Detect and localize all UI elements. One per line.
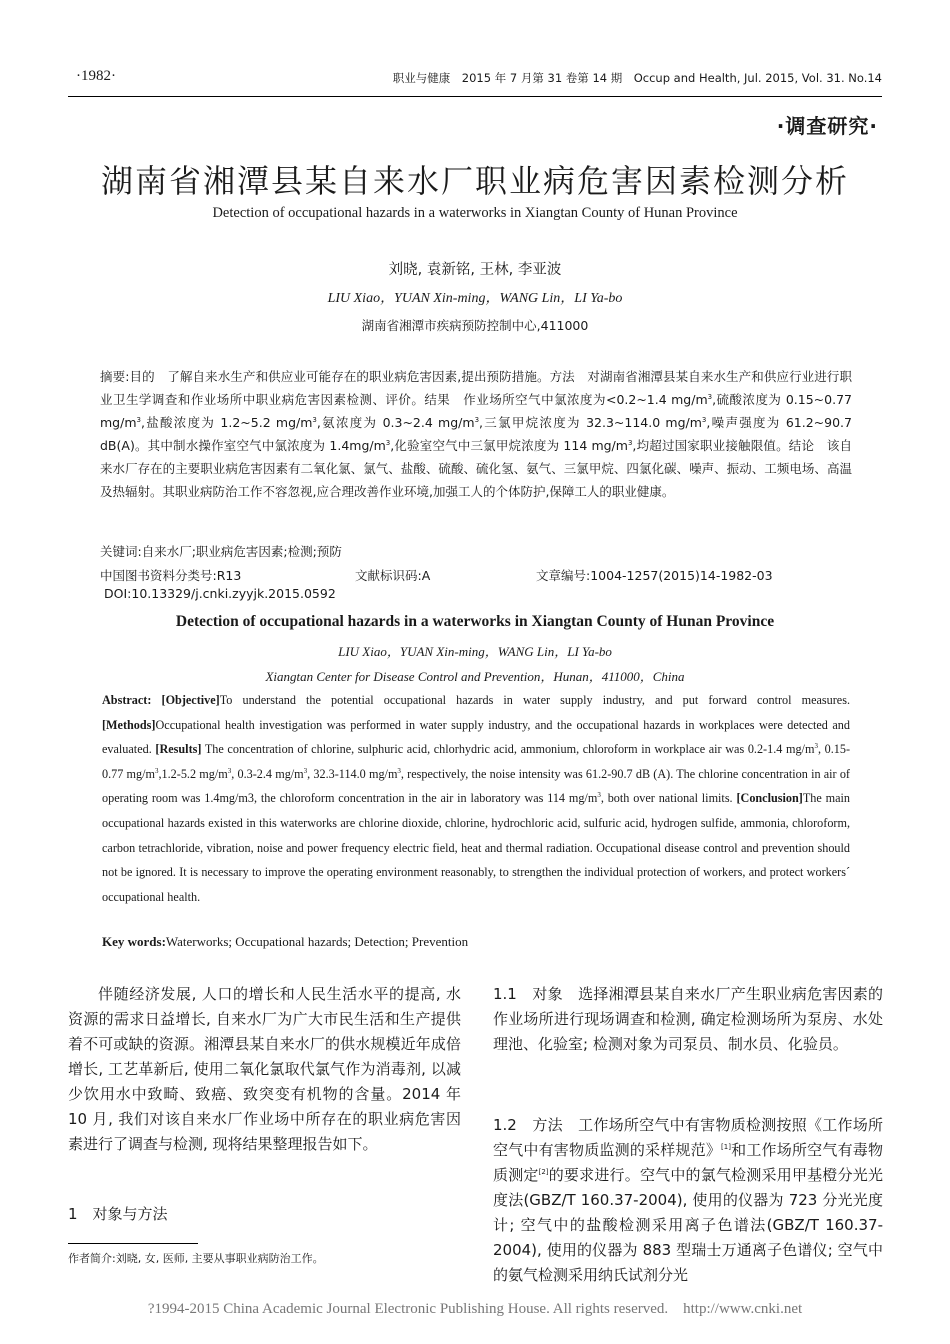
page-number: ·1982· — [76, 68, 116, 84]
title-english: Detection of occupational hazards in a waterworks in Xiangtan County of Hunan Province — [212, 205, 738, 221]
section-label: ·调查研究· — [776, 114, 878, 138]
title-english-secondary: Detection of occupational hazards in a waterworks in Xiangtan County of Hunan Province — [175, 613, 775, 630]
title-chinese: 湖南省湘潭县某自来水厂职业病危害因素检测分析 — [100, 162, 849, 200]
keywords-chinese: 关键词:自来水厂;职业病危害因素;检测;预防 — [100, 544, 342, 559]
abstract-english: Abstract: [Objective]To understand the potential occupational hazards in water supply industry, and put forward control measures.[Methods]Occupational health investigation was performed in water supply industry, and the occupational hazards in workplaces were detected and evaluated. [Results] The concentration of chlorine, sulphuric acid, chlorhydric acid, ammonium, chloroform in workplace air was 0.2-1.4 $mg/m^3$, 0.15-0.77 $mg/m^3,1.2-5.2$ $mg/m^3$, 0.3-2.4 $mg/m^3$, 32.3-114.0 $mg/m^3$, respectively, the noise intensity was 61.2-90.7 dB (A). The chlorine concentration in air of operating room was 1.4mg/m3, the chloroform concentration in the air in laboratory was 114 $mg/m^3$, both over national limits. [Conclusion]The main occupational hazards existed in this waterworks are chlorine dioxide, chlorine, hydrochloric acid, sulfuric acid, hydrogen sulfide, ammonia, chloroform, carbon tetrachloride, vibration, noise and power frequency electric field, heat and thermal radiation. Occupational disease control and prevention should not be ignored. It is necessary to improve the operating environment reasonably, to strengthen the individual protection of workers, and protect workers´ occupational health. — [102, 693, 851, 904]
reference-1[interactable]: [1] — [721, 1143, 731, 1151]
document-code: 文献标识码:A — [355, 568, 431, 583]
running-head: 职业与健康 2015 年 7 月第 31 卷第 14 期 Occup and Health, Jul. 2015, Vol. 31. No.14 — [392, 71, 882, 85]
copyright-notice: ?1994-2015 China Academic Journal Electronic Publishing House. All rights reserved. http://www.cnki.net — [147, 1301, 803, 1317]
affiliation-english: Xiangtan Center for Disease Control and Prevention，Hunan，411000，China — [265, 669, 685, 684]
authors-chinese: 刘晓, 袁新铭, 王林, 李亚波 — [388, 262, 562, 278]
keywords-english: Key words:Waterworks; Occupational hazards; Detection; Prevention — [102, 934, 469, 949]
intro-paragraph: 伴随经济发展, 人口的增长和人民生活水平的提高, 水资源的需求日益增长, 自来水厂为广大市民生活和生产提供着不可或缺的资源。湘潭县某自来水厂的供水规模近年成倍增长, 工艺革新后, 使用二氧化氯取代氯气作为消毒剂, 以减少饮用水中致畸、致癌、致突变有机物的含量。2014 年 10 月, 我们对该自来水厂作业场中所存在的职业病危害因素进行了调查与检测, 现将结果整理报告如下。 — [68, 985, 461, 1153]
section-1-2-paragraph: 1.2 方法 工作场所空气中有害物质检测按照《工作场所空气中有害物质监测的采样规范》[1]和工作场所空气有毒物质测定[2]的要求进行。空气中的氯气检测采用甲基橙分光光度法(GBZ/T 160.37-2004), 使用的仪器为 723 分光光度计; 空气中的盐酸检测采用离子色谱法(GBZ/T 160.37-2004), 使用的仪器为 883 型瑞士万通离子色谱仪; 空气中的氨气检测采用纳氏试剂分光 — [493, 1116, 883, 1284]
abstract-chinese: 摘要:目的 了解自来水生产和供应业可能存在的职业病危害因素,提出预防措施。方法 对湖南省湘潭县某自来水生产和供应行业进行职业卫生学调查和作业场所中职业病危害因素检测、评价。结果 作业场所空气中氯浓度为<0.2~1.4 $mg/m^3$,硫酸浓度为 0.15~0.77 $mg/m^3$,盐酸浓度为 1.2~5.2 $mg/m^3$,氨浓度为 0.3~2.4 $mg/m^3$,三氯甲烷浓度为 32.3~114.0 $mg/m^3$,噪声强度为 61.2~90.7 dB(A)。其中制水操作室空气中氯浓度为 $1.4mg/m^3$,化验室空气中三氯甲烷浓度为 114 $mg/m^3$,均超过国家职业接触限值。结论 该自来水厂存在的主要职业病危害因素有二氧化氯、氯气、盐酸、硫酸、硫化氢、氨气、三氯甲烷、四氯化碳、噪声、振动、工频电场、高温及热辐射。其职业病防治工作不容忽视,应合理改善作业环境,加强工人的个体防护,保障工人的职业健康。 — [100, 369, 852, 499]
authors-english-secondary: LIU Xiao，YUAN Xin-ming，WANG Lin，LI Ya-bo — [338, 644, 612, 659]
reference-2[interactable]: [2] — [538, 1168, 549, 1176]
section-heading-1: 1 对象与方法 — [68, 1205, 168, 1223]
article-number: 文章编号:1004-1257(2015)14-1982-03 — [536, 568, 773, 583]
doi: DOI:10.13329/j.cnki.zyyjk.2015.0592 — [104, 586, 336, 601]
footnote-rule — [68, 1243, 198, 1244]
header-rule — [68, 96, 882, 97]
section-1-1-paragraph: 1.1 对象 选择湘潭县某自来水厂产生职业病危害因素的作业场所进行现场调查和检测, 确定检测场所为泵房、水处理池、化验室; 检测对象为司泵员、制水员、化验员。 — [493, 985, 883, 1053]
author-footnote: 作者简介:刘晓, 女, 医师, 主要从事职业病防治工作。 — [68, 1252, 324, 1265]
affiliation-chinese: 湖南省湘潭市疾病预防控制中心,411000 — [361, 318, 589, 333]
authors-english: LIU Xiao，YUAN Xin-ming，WANG Lin，LI Ya-bo — [327, 291, 623, 306]
clc-number: 中国图书资料分类号:R13 — [100, 568, 242, 583]
